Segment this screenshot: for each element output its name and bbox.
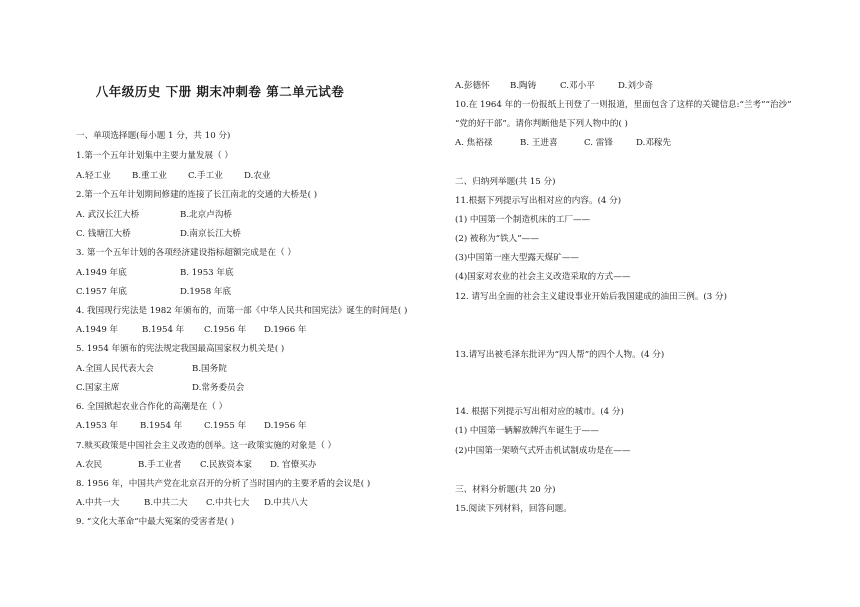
- q4-option-b: B.1954 年: [142, 325, 185, 335]
- q6-option-c: C.1955 年: [204, 421, 247, 431]
- question-5: 5. 1954 年颁布的宪法规定我国最高国家权力机关是( ): [76, 344, 285, 354]
- question-14: 14. 根据下列提示写出相对应的城市。(4 分): [455, 407, 624, 417]
- q7-option-b: B.手工业者: [138, 460, 182, 470]
- question-10: 10.在 1964 年的一份报纸上刊登了一则报道，里面包含了这样的关键信息:“兰考”“治沙”: [455, 100, 792, 110]
- q6-option-a: A.1953 年: [76, 421, 119, 431]
- q8-option-a: A.中共一大: [76, 498, 120, 508]
- q5-option-b: B.国务院: [192, 364, 227, 374]
- q5-option-d: D.常务委员会: [192, 383, 245, 393]
- q5-option-c: C.国家主席: [76, 383, 120, 393]
- right-column: [440, 0, 860, 607]
- q3-option-a: A.1949 年底: [76, 268, 127, 278]
- question-4: 4. 我国现行宪法是 1982 年颁布的，而第一部《中华人民共和国宪法》诞生的时间是( ): [76, 306, 408, 316]
- q2-option-b: B.北京卢沟桥: [180, 210, 233, 220]
- q1-option-d: D.农业: [244, 171, 271, 181]
- q10-option-a: A. 焦裕禄: [455, 138, 493, 148]
- exam-title: 八年级历史 下册 期末冲刺卷 第二单元试卷: [95, 84, 345, 99]
- q6-option-d: D.1956 年: [264, 421, 307, 431]
- question-8: 8. 1956 年，中国共产党在北京召开的分析了当时国内的主要矛盾的会议是( ): [76, 479, 371, 489]
- q8-option-d: D.中共八大: [264, 498, 308, 508]
- question-12: 12. 请写出全面的社会主义建设事业开始后我国建成的油田三例。(3 分): [455, 292, 727, 302]
- q2-option-c: C. 钱塘江大桥: [76, 229, 131, 239]
- q1-option-b: B.重工业: [132, 171, 167, 181]
- q4-option-a: A.1949 年: [76, 325, 119, 335]
- question-3: 3. 第一个五年计划的各项经济建设指标超额完成是在（ ）: [76, 248, 296, 258]
- q11-item-1: (1) 中国第一个制造机床的工厂——: [455, 215, 591, 225]
- question-2: 2.第一个五年计划期间修建的连接了长江南北的交通的大桥是( ): [76, 190, 318, 200]
- question-1: 1.第一个五年计划集中主要力量发展（ ）: [76, 151, 234, 161]
- q10-option-c: C. 雷锋: [584, 138, 613, 148]
- q11-item-3: (3)中国第一座大型露天煤矿——: [455, 253, 579, 263]
- q9-option-b: B.陶铸: [510, 81, 537, 91]
- question-11: 11.根据下列提示写出相对应的内容。(4 分): [455, 196, 622, 206]
- q6-option-b: B.1954 年: [140, 421, 183, 431]
- q14-item-2: (2)中国第一架喷气式歼击机试制成功是在——: [455, 446, 631, 456]
- q7-option-d: D. 官僚买办: [270, 460, 317, 470]
- section-heading-choice: 一、单项选择题(每小题 1 分，共 10 分): [76, 131, 231, 141]
- question-10-cont: “党的好干部”。请你判断他是下列人物中的( ): [455, 119, 628, 129]
- question-13: 13.请写出被毛泽东批评为“四人帮”的四个人物。(4 分): [455, 350, 665, 360]
- section-heading-material: 三、材料分析题(共 20 分): [455, 485, 556, 495]
- q8-option-b: B.中共二大: [144, 498, 188, 508]
- q14-item-1: (1) 中国第一辆解放牌汽车诞生于——: [455, 426, 599, 436]
- question-9: 9. “文化大革命”中最大冤案的受害者是( ): [76, 517, 235, 527]
- section-heading-list: 二、归纳列举题(共 15 分): [455, 177, 556, 187]
- q1-option-a: A.轻工业: [76, 171, 111, 181]
- q9-option-d: D.刘少奇: [618, 81, 654, 91]
- q8-option-c: C.中共七大: [206, 498, 250, 508]
- q9-option-a: A.彭德怀: [455, 81, 490, 91]
- q9-option-c: C.邓小平: [560, 81, 595, 91]
- q3-option-b: B. 1953 年底: [180, 268, 234, 278]
- q3-option-d: D.1958 年底: [180, 287, 232, 297]
- q2-option-a: A. 武汉长江大桥: [76, 210, 140, 220]
- q2-option-d: D.南京长江大桥: [180, 229, 241, 239]
- q4-option-d: D.1966 年: [264, 325, 307, 335]
- q10-option-b: B. 王进喜: [520, 138, 558, 148]
- q7-option-c: C.民族资本家: [200, 460, 252, 470]
- q3-option-c: C.1957 年底: [76, 287, 127, 297]
- q1-option-c: C.手工业: [188, 171, 223, 181]
- question-6: 6. 全国掀起农业合作化的高潮是在（ ）: [76, 402, 228, 412]
- q7-option-a: A.农民: [76, 460, 103, 470]
- q5-option-a: A.全国人民代表大会: [76, 364, 154, 374]
- q4-option-c: C.1956 年: [204, 325, 247, 335]
- q11-item-4: (4)国家对农业的社会主义改造采取的方式——: [455, 272, 631, 282]
- question-7: 7.赎买政策是中国社会主义改造的创举。这一政策实施的对象是（ ）: [76, 441, 337, 451]
- question-15: 15.阅读下列材料，回答问题。: [455, 504, 572, 514]
- q11-item-2: (2) 被称为“铁人”——: [455, 234, 539, 244]
- q10-option-d: D.邓稼先: [636, 138, 672, 148]
